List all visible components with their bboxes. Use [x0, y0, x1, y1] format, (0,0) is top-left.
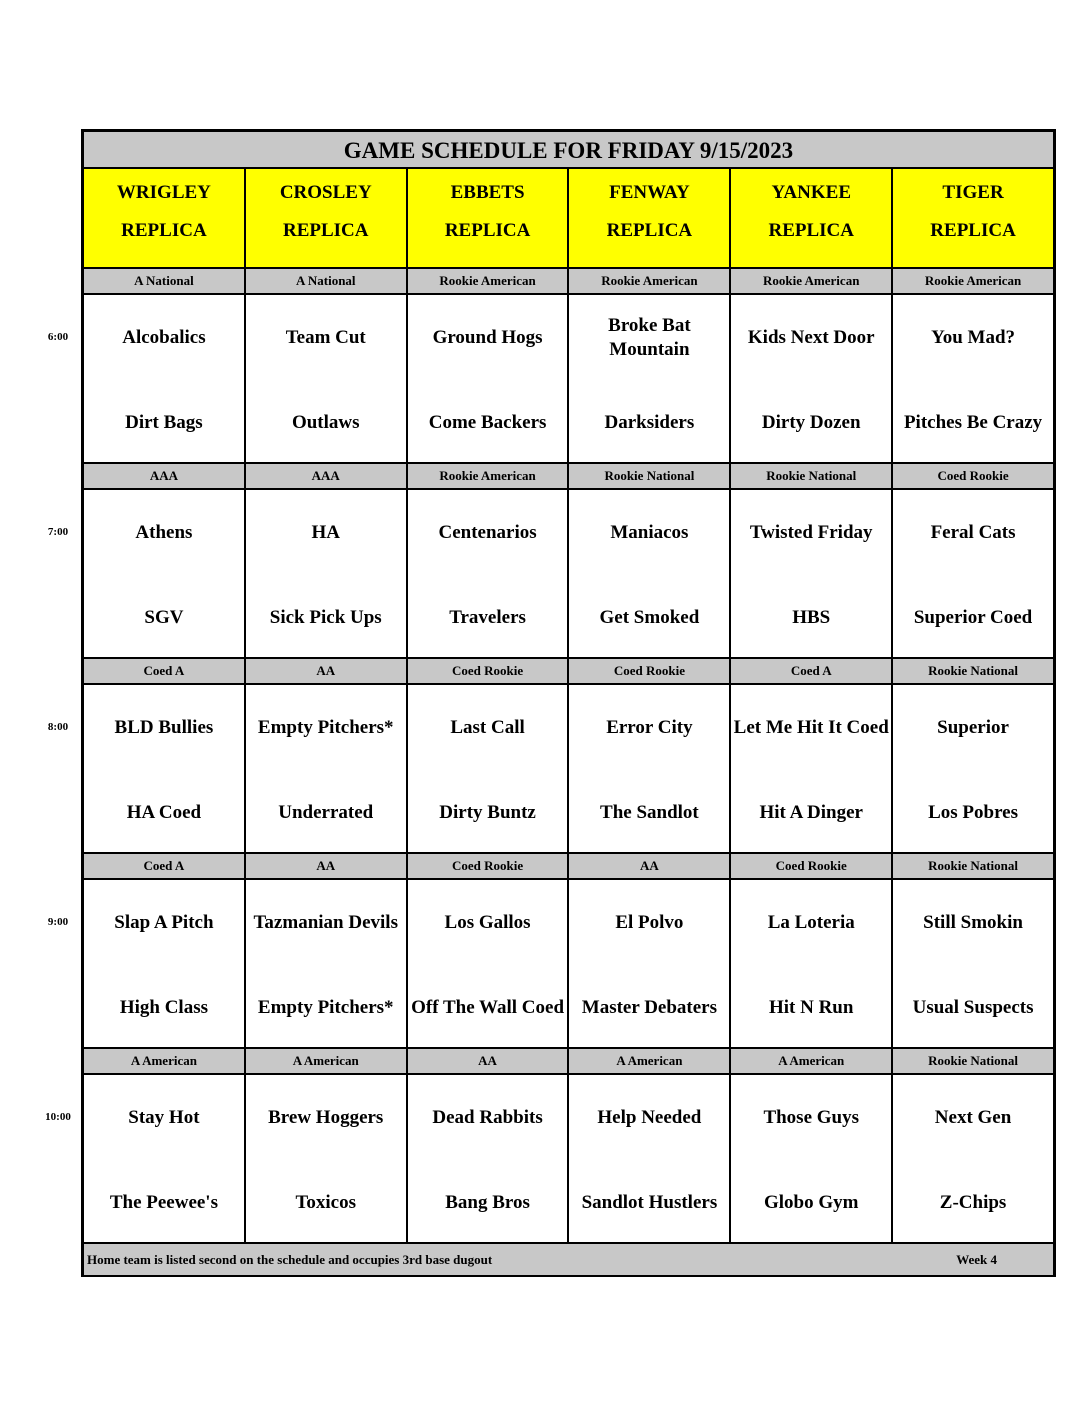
division-label: AA — [408, 1049, 570, 1073]
division-row — [84, 659, 1053, 685]
field-subtitle: REPLICA — [768, 220, 854, 241]
field-header — [246, 169, 408, 267]
game-cell — [569, 295, 731, 462]
away-team: Feral Cats — [930, 522, 1016, 543]
away-team: Team Cut — [285, 327, 366, 348]
field-subtitle: REPLICA — [930, 220, 1016, 241]
away-team: Tazmanian Devils — [253, 912, 398, 933]
away-team: Error City — [606, 717, 693, 738]
home-team: Get Smoked — [599, 607, 700, 628]
away-team: Dead Rabbits — [432, 1107, 543, 1128]
game-row — [84, 880, 1053, 1049]
away-team: Centenarios — [438, 522, 537, 543]
game-cell — [84, 685, 246, 852]
game-cell — [569, 880, 731, 1047]
division-label: AA — [569, 854, 731, 878]
division-label: Rookie American — [408, 269, 570, 293]
game-cell — [408, 880, 570, 1047]
game-cell — [408, 490, 570, 657]
away-team: Broke Bat Mountain — [608, 315, 691, 360]
game-cell — [408, 685, 570, 852]
home-team: The Peewee's — [109, 1192, 218, 1213]
home-team: Pitches Be Crazy — [903, 412, 1043, 433]
game-cell — [246, 490, 408, 657]
division-label: Rookie National — [731, 464, 893, 488]
away-team: Brew Hoggers — [268, 1107, 384, 1128]
division-label: Rookie American — [408, 464, 570, 488]
division-label: Coed A — [84, 659, 246, 683]
away-team: Maniacos — [610, 522, 689, 543]
division-label: Coed Rookie — [569, 659, 731, 683]
home-team: Dirt Bags — [125, 412, 203, 433]
game-cell — [731, 880, 893, 1047]
away-team: Superior — [937, 717, 1009, 738]
division-label: AAA — [84, 464, 246, 488]
home-team: Underrated — [278, 802, 374, 823]
away-team: Ground Hogs — [432, 327, 543, 348]
game-cell — [246, 880, 408, 1047]
home-team-note: Home team is listed second on the schedule and occupies 3rd base dugout — [87, 1252, 493, 1267]
away-team: Still Smokin — [923, 912, 1023, 933]
division-label: Rookie National — [893, 854, 1053, 878]
field-name: WRIGLEY — [116, 182, 211, 203]
game-cell — [84, 880, 246, 1047]
field-header — [408, 169, 570, 267]
week-label: Week 4 — [956, 1252, 997, 1267]
game-cell — [246, 295, 408, 462]
home-team: The Sandlot — [600, 802, 699, 823]
game-cell — [569, 685, 731, 852]
division-label: Coed A — [731, 659, 893, 683]
game-cell — [731, 295, 893, 462]
field-name: CROSLEY — [279, 182, 372, 203]
division-label: Coed Rookie — [408, 659, 570, 683]
home-team: SGV — [144, 607, 184, 628]
home-team: Dirty Buntz — [439, 802, 536, 823]
time-label: 6:00 — [47, 331, 69, 343]
away-team: Alcobalics — [122, 327, 206, 348]
field-header — [731, 169, 893, 267]
game-cell — [84, 490, 246, 657]
division-label: Coed Rookie — [893, 464, 1053, 488]
away-team: HA — [311, 522, 340, 543]
division-label: Rookie American — [731, 269, 893, 293]
division-label: Rookie American — [569, 269, 731, 293]
division-label: AA — [246, 659, 408, 683]
away-team: BLD Bullies — [114, 717, 214, 738]
home-team: Empty Pitchers* — [257, 997, 394, 1018]
division-row — [84, 854, 1053, 880]
game-row — [84, 295, 1053, 464]
away-team: Kids Next Door — [747, 327, 875, 348]
game-cell — [569, 1075, 731, 1242]
division-label: A American — [569, 1049, 731, 1073]
division-label: A American — [84, 1049, 246, 1073]
game-cell — [84, 295, 246, 462]
away-team: Slap A Pitch — [114, 912, 214, 933]
away-team: Stay Hot — [128, 1107, 200, 1128]
division-label: AA — [246, 854, 408, 878]
game-cell — [731, 490, 893, 657]
field-subtitle: REPLICA — [606, 220, 693, 241]
game-cell — [893, 295, 1053, 462]
home-team: HBS — [792, 607, 831, 628]
schedule-title: GAME SCHEDULE FOR FRIDAY 9/15/2023 — [84, 132, 1053, 169]
home-team: Off The Wall Coed — [411, 997, 565, 1018]
home-team: High Class — [119, 997, 208, 1018]
away-team: Empty Pitchers* — [257, 717, 394, 738]
division-label: Rookie National — [893, 659, 1053, 683]
field-subtitle: REPLICA — [121, 220, 207, 241]
home-team: Master Debaters — [581, 997, 718, 1018]
home-team: Come Backers — [428, 412, 547, 433]
division-label: Rookie American — [893, 269, 1053, 293]
home-team: Globo Gym — [763, 1192, 859, 1213]
game-cell — [84, 1075, 246, 1242]
division-label: Coed Rookie — [731, 854, 893, 878]
field-header — [569, 169, 731, 267]
field-name: EBBETS — [450, 182, 525, 203]
division-label: Coed A — [84, 854, 246, 878]
field-subtitle: REPLICA — [444, 220, 531, 241]
division-label: A American — [731, 1049, 893, 1073]
division-label: A National — [246, 269, 408, 293]
home-team: HA Coed — [126, 802, 202, 823]
field-name: FENWAY — [609, 182, 690, 203]
away-team: El Polvo — [615, 912, 684, 933]
home-team: Dirty Dozen — [761, 412, 861, 433]
field-name: YANKEE — [771, 182, 851, 203]
away-team: Help Needed — [597, 1107, 702, 1128]
game-cell — [569, 490, 731, 657]
division-label: A American — [246, 1049, 408, 1073]
division-label: Rookie National — [569, 464, 731, 488]
footer-row — [84, 1244, 1053, 1275]
division-row — [84, 269, 1053, 295]
away-team: Los Gallos — [444, 912, 531, 933]
home-team: Usual Suspects — [912, 997, 1034, 1018]
home-team: Sandlot Hustlers — [581, 1192, 718, 1213]
game-cell — [893, 1075, 1053, 1242]
field-header-row — [84, 169, 1053, 269]
time-label: 10:00 — [45, 1111, 71, 1123]
game-cell — [731, 685, 893, 852]
game-row — [84, 490, 1053, 659]
away-team: Let Me Hit It Coed — [733, 717, 889, 738]
home-team: Toxicos — [295, 1192, 357, 1213]
field-header — [893, 169, 1053, 267]
division-label: AAA — [246, 464, 408, 488]
away-team: Twisted Friday — [749, 522, 873, 543]
division-label: Rookie National — [893, 1049, 1053, 1073]
home-team: Travelers — [449, 607, 526, 628]
division-row — [84, 1049, 1053, 1075]
away-team: Those Guys — [763, 1107, 859, 1128]
time-label: 8:00 — [47, 721, 69, 733]
field-name: TIGER — [942, 182, 1004, 203]
game-cell — [246, 1075, 408, 1242]
game-cell — [408, 295, 570, 462]
away-team: Next Gen — [934, 1107, 1012, 1128]
game-cell — [893, 880, 1053, 1047]
away-team: La Loteria — [767, 912, 855, 933]
division-label: A National — [84, 269, 246, 293]
game-cell — [246, 685, 408, 852]
home-team: Superior Coed — [913, 607, 1033, 628]
time-slots — [84, 269, 1053, 1244]
home-team: Z-Chips — [939, 1192, 1007, 1213]
game-row — [84, 1075, 1053, 1244]
game-cell — [893, 490, 1053, 657]
away-team: Athens — [135, 522, 193, 543]
division-row — [84, 464, 1053, 490]
home-team: Bang Bros — [445, 1192, 530, 1213]
home-team: Hit A Dinger — [759, 802, 863, 823]
division-label: Coed Rookie — [408, 854, 570, 878]
home-team: Darksiders — [604, 412, 695, 433]
field-subtitle: REPLICA — [282, 220, 369, 241]
home-team: Sick Pick Ups — [269, 607, 382, 628]
field-header — [84, 169, 246, 267]
game-cell — [731, 1075, 893, 1242]
home-team: Los Pobres — [928, 802, 1019, 823]
home-team: Outlaws — [291, 412, 360, 433]
time-label: 9:00 — [47, 916, 69, 928]
away-team: You Mad? — [931, 327, 1016, 348]
time-label: 7:00 — [47, 526, 69, 538]
game-cell — [893, 685, 1053, 852]
schedule-table — [81, 129, 1056, 1277]
home-team: Hit N Run — [768, 997, 854, 1018]
game-row — [84, 685, 1053, 854]
away-team: Last Call — [450, 717, 525, 738]
game-cell — [408, 1075, 570, 1242]
